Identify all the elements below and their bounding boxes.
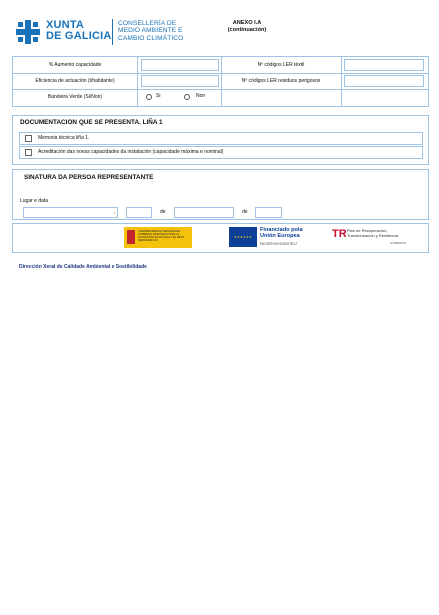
table-row [13, 57, 428, 73]
month-input[interactable] [174, 207, 234, 218]
xunta-cross-icon [16, 20, 40, 44]
codigos-ler-perigosos-label: Nº códigos LER residuos perigosos [241, 78, 321, 84]
doc-checkbox-memoria[interactable] [25, 135, 32, 142]
list-item [19, 132, 423, 145]
prtr-small-text: GOBIERNO [390, 241, 407, 245]
aumento-label: % Aumento capacidade [48, 62, 102, 68]
table-row [13, 89, 428, 105]
anexo-subtitle: (continuación) [227, 27, 267, 33]
funding-logos [12, 223, 429, 253]
consellaria-line3: CAMBIO CLIMÁTICO [118, 34, 184, 42]
xunta-logo-text [46, 20, 112, 42]
bandeira-label: Bandeira Verde (Si/Non) [47, 94, 103, 100]
xunta-line1: XUNTA [46, 19, 85, 31]
de-separator: de [242, 209, 248, 215]
eficiencia-input[interactable] [141, 75, 219, 87]
de-separator: de [160, 209, 166, 215]
list-item [19, 146, 423, 159]
capacity-table [12, 56, 429, 107]
codigos-ler-perigosos-input[interactable] [344, 75, 424, 87]
prtr-line1: Plan de Recuperación, [347, 228, 388, 233]
footer-direccion: Dirección Xeral de Calidade Ambiental e Sostibilidade [19, 264, 147, 270]
table-row [13, 73, 428, 89]
sinatura-section [12, 169, 429, 220]
consellaria-line2: MEDIO AMBIENTE E [118, 27, 183, 35]
codigos-ler-label: Nº códigos LER tèxtil [257, 62, 305, 68]
radio-non[interactable] [184, 94, 190, 100]
sinatura-title: SINATURA DA PERSOA REPRESENTANTE [24, 174, 154, 181]
doc-label-acreditacion: Acreditación das novas capacidades da instalación (capacidade máxima e nominal) [38, 149, 224, 155]
comma-separator: , [114, 209, 116, 215]
prtr-logo-icon: TR [332, 228, 347, 240]
day-input[interactable] [126, 207, 152, 218]
prtr-text [347, 228, 398, 238]
eu-flag-icon [229, 227, 257, 247]
doc-checkbox-acreditacion[interactable] [25, 149, 32, 156]
eu-funding-text [260, 227, 303, 239]
eu-stars-icon: ★★★★★★ [234, 235, 252, 239]
year-input[interactable] [255, 207, 282, 218]
anexo-title: ANEXO I.A [232, 20, 262, 26]
documentacion-title: DOCUMENTACION QUE SE PRESENTA. LIÑA 1 [20, 119, 163, 126]
spain-shield-icon [127, 230, 135, 244]
eu-line1: Financiado pola [260, 227, 303, 233]
lugar-input[interactable] [23, 207, 118, 218]
radio-si[interactable] [146, 94, 152, 100]
eu-line2: Unión Europea [260, 233, 300, 240]
aumento-input[interactable] [141, 59, 219, 71]
eficiencia-label: Eficiencia de actuación (t/habitante) [35, 78, 115, 84]
radio-si-label: Si [156, 93, 161, 99]
prtr-line2: Transformación y Resiliencia [347, 233, 399, 238]
page-header [12, 16, 432, 50]
logo-divider [112, 19, 113, 45]
doc-label-memoria: Memoria técnica liña 1. [38, 135, 90, 141]
xunta-line2: DE GALICIA [46, 30, 112, 42]
spain-ministry-text: VICEPRESIDENCIA TERCERA DEL GOBIERNO MINISTERIO PARA LA TRANSICIÓN ECOLÓGICA Y EL RETO DEMOGRÁFICO [138, 230, 185, 242]
lugar-label: Lugar e data [20, 198, 49, 204]
consellaria-line1: CONSELLERÍA DE [118, 20, 177, 27]
eu-nextgen-text: NextGenerationEU [260, 241, 297, 246]
documentacion-section [12, 115, 429, 165]
radio-non-label: Non [196, 93, 206, 99]
consellaria-text [118, 20, 183, 42]
spain-ministry-logo [124, 227, 192, 248]
codigos-ler-input[interactable] [344, 59, 424, 71]
anexo-heading [212, 20, 282, 34]
